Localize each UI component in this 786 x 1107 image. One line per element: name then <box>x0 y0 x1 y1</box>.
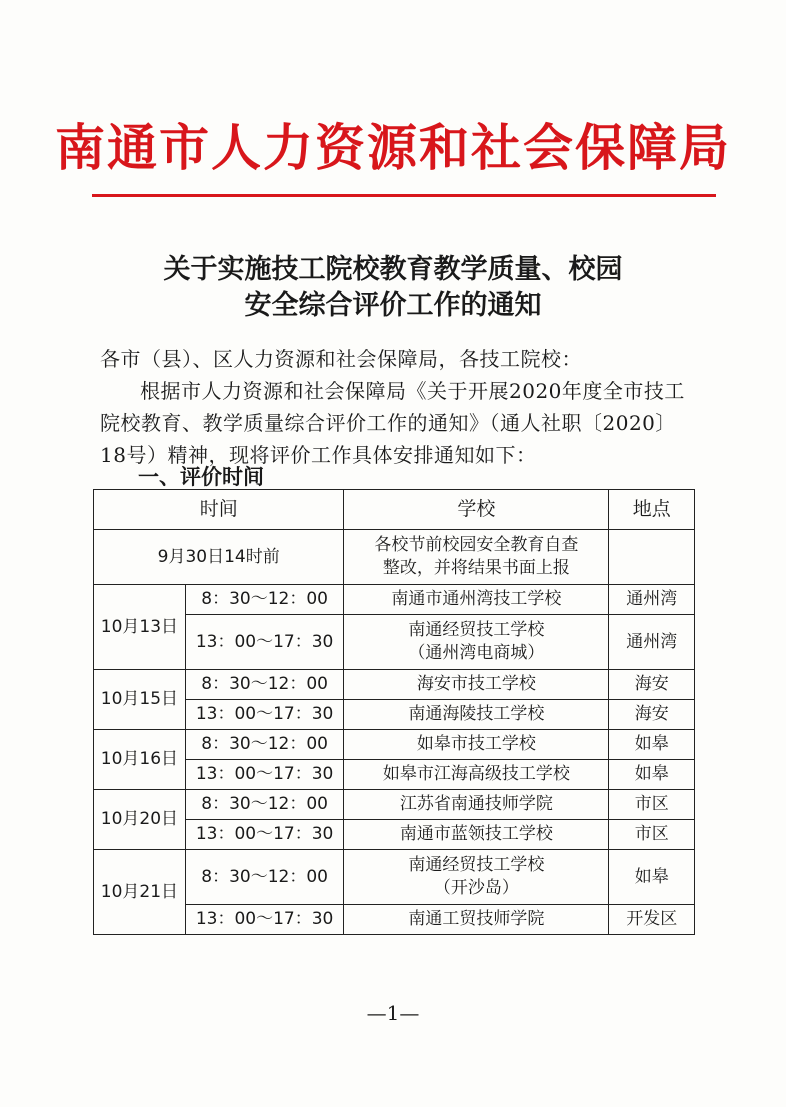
place-cell: 开发区 <box>609 905 695 935</box>
time-cell: 13：00～17：30 <box>185 760 344 790</box>
school-cell: 南通市蓝领技工学校 <box>344 820 609 850</box>
date-cell: 10月21日 <box>94 850 186 935</box>
date-cell: 10月13日 <box>94 585 186 670</box>
title-line-1: 关于实施技工院校教育教学质量、校园 <box>163 254 623 285</box>
school-line-1: 各校节前校园安全教育自查 <box>374 535 579 555</box>
time-cell: 8：30～12：00 <box>185 670 344 700</box>
page-number: —1— <box>366 1001 420 1025</box>
red-divider-line <box>92 194 716 197</box>
time-cell: 13：00～17：30 <box>185 615 344 670</box>
table-row <box>94 530 695 585</box>
school-line-1: 南通经贸技工学校 <box>408 620 545 640</box>
school-line-2: （开沙岛） <box>433 878 519 898</box>
salutation: 各市（县）、区人力资源和社会保障局，各技工院校： <box>100 347 582 371</box>
table-row <box>94 790 695 820</box>
place-cell: 海安 <box>609 700 695 730</box>
time-cell: 8：30～12：00 <box>185 790 344 820</box>
time-cell: 13：00～17：30 <box>185 905 344 935</box>
section-heading: 一、评价时间 <box>138 464 264 489</box>
school-cell: 海安市技工学校 <box>344 670 609 700</box>
place-cell <box>609 530 695 585</box>
school-cell <box>344 615 609 670</box>
place-cell: 如皋 <box>609 730 695 760</box>
date-cell: 10月15日 <box>94 670 186 730</box>
school-line-1: 南通经贸技工学校 <box>408 855 545 875</box>
date-cell: 10月20日 <box>94 790 186 850</box>
table-row <box>94 850 695 905</box>
place-cell: 通州湾 <box>609 585 695 615</box>
school-cell: 江苏省南通技师学院 <box>344 790 609 820</box>
place-cell: 市区 <box>609 790 695 820</box>
time-cell: 8：30～12：00 <box>185 730 344 760</box>
header-time: 时间 <box>94 490 344 530</box>
time-cell: 9月30日14时前 <box>94 530 344 585</box>
time-cell: 13：00～17：30 <box>185 820 344 850</box>
title-line-2: 安全综合评价工作的通知 <box>244 290 542 321</box>
place-cell: 市区 <box>609 820 695 850</box>
issuer-header: 南通市人力资源和社会保障局 <box>55 118 731 177</box>
school-cell: 南通工贸技师学院 <box>344 905 609 935</box>
table-row <box>94 585 695 615</box>
school-cell: 如皋市技工学校 <box>344 730 609 760</box>
intro-paragraph: 根据市人力资源和社会保障局《关于开展2020年度全市技工院校教育、教学质量综合评价工作的通知》（通人社职〔2020〕18号）精神，现将评价工作具体安排通知如下： <box>100 379 685 467</box>
table-row <box>94 670 695 700</box>
date-cell: 10月16日 <box>94 730 186 790</box>
place-cell: 如皋 <box>609 850 695 905</box>
place-cell: 通州湾 <box>609 615 695 670</box>
header-place: 地点 <box>609 490 695 530</box>
time-cell: 13：00～17：30 <box>185 700 344 730</box>
place-cell: 海安 <box>609 670 695 700</box>
time-cell: 8：30～12：00 <box>185 850 344 905</box>
time-cell: 8：30～12：00 <box>185 585 344 615</box>
place-cell: 如皋 <box>609 760 695 790</box>
school-cell: 南通市通州湾技工学校 <box>344 585 609 615</box>
school-line-2: 整改，并将结果书面上报 <box>382 558 570 578</box>
table-header-row <box>94 490 695 530</box>
school-line-2: （通州湾电商城） <box>408 643 545 663</box>
school-cell <box>344 530 609 585</box>
document-title <box>0 252 786 324</box>
school-cell: 如皋市江海高级技工学校 <box>344 760 609 790</box>
header-school: 学校 <box>344 490 609 530</box>
school-cell: 南通海陵技工学校 <box>344 700 609 730</box>
schedule-table <box>93 489 695 935</box>
school-cell <box>344 850 609 905</box>
table-row <box>94 730 695 760</box>
